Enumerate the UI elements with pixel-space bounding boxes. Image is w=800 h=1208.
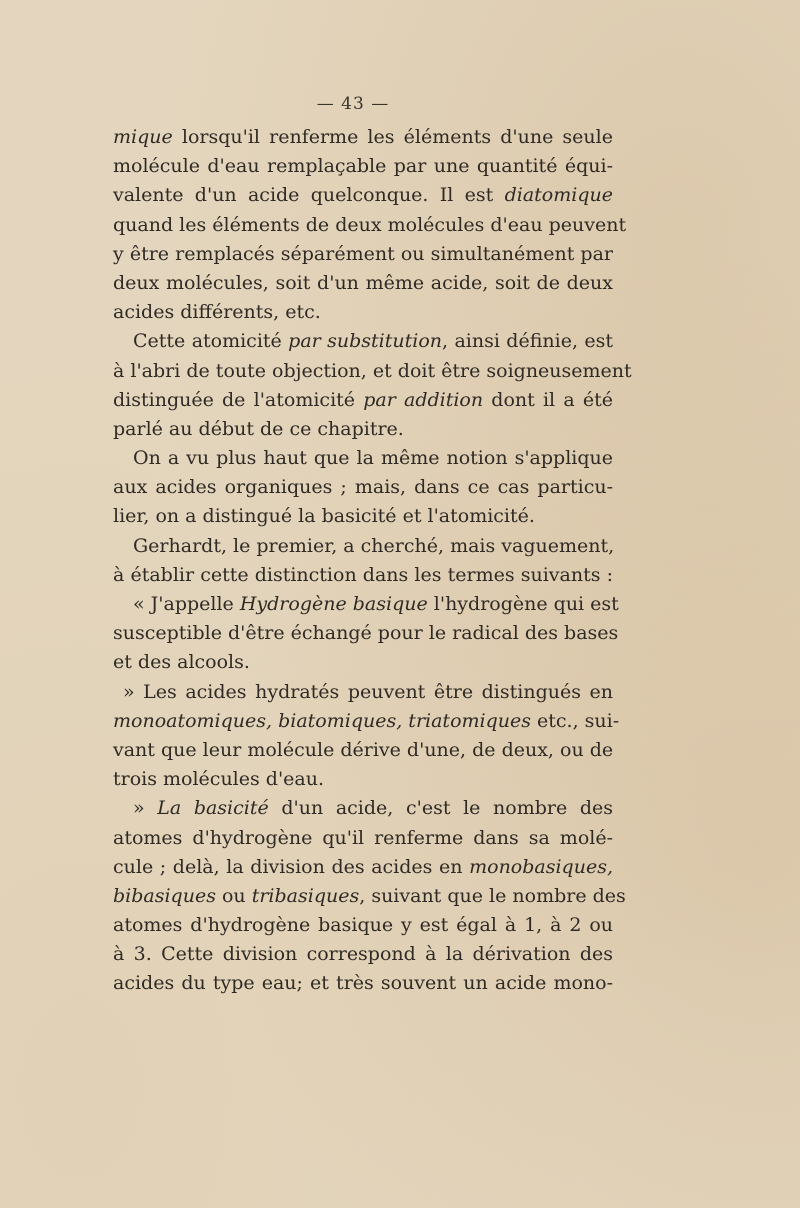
text-segment: » Les acides hydratés peuvent être distingués en xyxy=(123,680,613,703)
text-segment: etc., sui- xyxy=(531,709,620,732)
text-line xyxy=(113,269,613,298)
italic-text: par substitution xyxy=(288,330,443,353)
text-line xyxy=(113,211,627,240)
text-segment: Gerhardt, le premier, a cherché, mais vaguement, xyxy=(133,534,615,557)
text-line xyxy=(113,882,626,911)
italic-text: tribasiques xyxy=(251,884,360,907)
text-segment: parlé au début de ce chapitre. xyxy=(113,417,404,440)
text-line xyxy=(113,853,613,882)
text-segment: cule ; delà, la division des acides en xyxy=(113,855,470,878)
text-segment: dont il a été xyxy=(483,388,613,411)
text-segment: y être remplacés séparément ou simultanément par xyxy=(113,242,613,265)
page-number: — 43 — xyxy=(316,94,390,114)
text-segment: lorsqu'il renferme les éléments d'une seule xyxy=(172,126,613,148)
text-line xyxy=(113,648,613,677)
text-segment: atomes d'hydrogène qu'il renferme dans sa molé- xyxy=(113,826,613,849)
italic-text: diatomique xyxy=(504,184,613,207)
text-line xyxy=(113,152,613,181)
text-line xyxy=(113,765,613,794)
text-line xyxy=(113,532,613,561)
text-line xyxy=(113,473,613,502)
text-line xyxy=(113,502,613,531)
text-line xyxy=(113,940,613,969)
text-segment: « J'appelle xyxy=(133,593,240,615)
text-line xyxy=(113,181,613,210)
text-line xyxy=(113,357,632,386)
italic-text: mique xyxy=(113,126,173,148)
text-line xyxy=(113,590,619,619)
text-segment: distinguée de l'atomicité xyxy=(113,388,364,411)
text-line xyxy=(113,824,613,853)
text-segment: acides différents, etc. xyxy=(113,301,321,324)
text-segment: , suivant que le nombre des xyxy=(359,884,626,907)
text-segment: molécule d'eau remplaçable par une quantité équi- xyxy=(113,155,613,178)
text-line xyxy=(113,327,613,356)
text-segment: On a vu plus haut que la même notion s'applique xyxy=(133,447,613,470)
text-line xyxy=(113,707,620,736)
text-segment: quand les éléments de deux molécules d'eau peuvent xyxy=(113,213,627,236)
text-segment: acides du type eau; et très souvent un acide mono- xyxy=(113,972,613,995)
text-segment: l'hydrogène qui est xyxy=(427,593,619,615)
italic-text: monobasiques, xyxy=(469,855,613,878)
text-line xyxy=(113,736,613,765)
italic-text: bibasiques xyxy=(113,884,216,907)
text-line xyxy=(113,619,619,648)
italic-text: La basicité xyxy=(157,797,269,820)
text-segment: à établir cette distinction dans les termes suivants : xyxy=(113,563,613,586)
text-segment: aux acides organiques ; mais, dans ce cas particu- xyxy=(113,476,613,499)
text-line xyxy=(113,415,613,444)
text-line xyxy=(113,678,613,707)
text-segment: Cette atomicité xyxy=(133,330,289,353)
text-line xyxy=(113,240,613,269)
text-line xyxy=(113,298,613,327)
text-line xyxy=(113,386,613,415)
text-line xyxy=(113,794,613,823)
text-segment: valente d'un acide quelconque. Il est xyxy=(113,184,505,207)
text-segment: ou xyxy=(215,884,252,907)
text-segment: susceptible d'être échangé pour le radical des bases xyxy=(113,622,619,645)
text-segment: , ainsi définie, est xyxy=(442,330,614,353)
text-segment: d'un acide, c'est le nombre des xyxy=(268,797,613,820)
text-segment: deux molécules, soit d'un même acide, soit de deux xyxy=(113,271,613,294)
text-segment: à l'abri de toute objection, et doit être soigneusement xyxy=(113,359,632,382)
text-line xyxy=(113,561,613,590)
text-segment: » xyxy=(133,797,158,820)
text-segment: à 3. Cette division correspond à la dérivation des xyxy=(113,943,613,966)
italic-text: Hydrogène basique xyxy=(239,593,428,615)
text-segment: lier, on a distingué la basicité et l'atomicité. xyxy=(113,505,535,528)
body-text xyxy=(113,123,632,999)
text-line xyxy=(113,969,613,998)
text-segment: et des alcools. xyxy=(113,651,250,674)
text-line xyxy=(113,123,613,152)
text-line xyxy=(113,911,613,940)
text-line xyxy=(113,444,613,473)
text-segment: trois molécules d'eau. xyxy=(113,768,325,791)
italic-text: monoatomiques, biatomiques, triatomiques xyxy=(113,709,531,732)
text-segment: vant que leur molécule dérive d'une, de deux, ou de xyxy=(113,738,614,761)
italic-text: par addition xyxy=(363,388,484,411)
text-segment: atomes d'hydrogène basique y est égal à 1, à 2 ou xyxy=(113,914,613,937)
